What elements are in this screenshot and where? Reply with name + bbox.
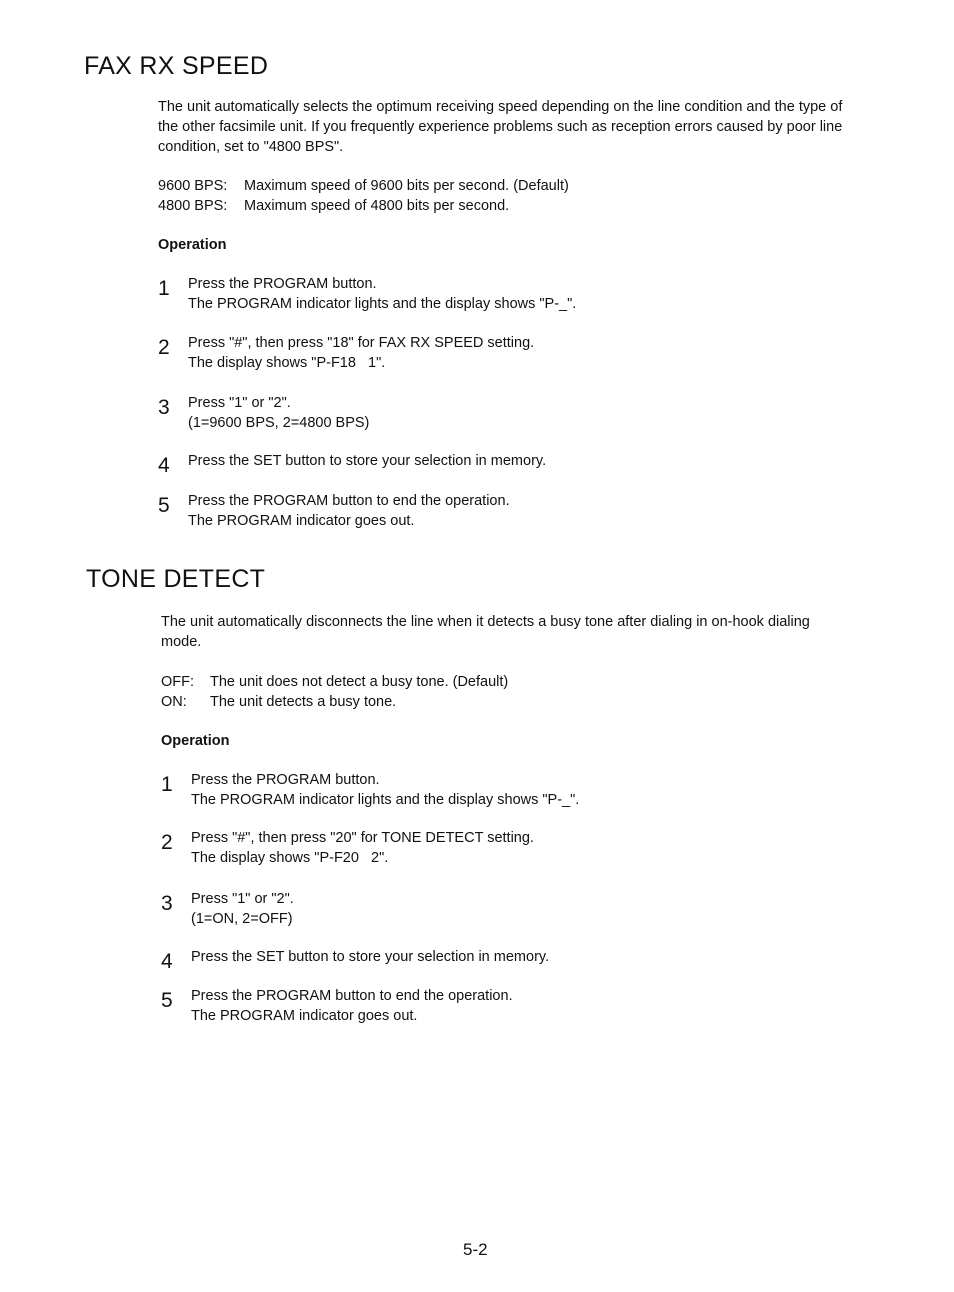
- definition-item: [161, 672, 508, 692]
- step-line: Press "#", then press "18" for FAX RX SPEED setting.: [188, 335, 535, 351]
- step-line: Press the PROGRAM button.: [188, 276, 377, 292]
- step-number: 3: [161, 892, 173, 915]
- step-item: [158, 333, 534, 373]
- step-line: Press the SET button to store your selection in memory.: [188, 453, 547, 469]
- step-item: [158, 393, 369, 433]
- definition-description: Maximum speed of 4800 bits per second.: [244, 198, 510, 214]
- step-line: Press "#", then press "20" for TONE DETECT setting.: [191, 830, 534, 846]
- definition-term: 4800 BPS:: [158, 198, 228, 214]
- step-line: The display shows "P-F20 2".: [191, 850, 389, 866]
- step-line: (1=9600 BPS, 2=4800 BPS): [188, 415, 370, 431]
- definition-description: The unit detects a busy tone.: [210, 694, 397, 710]
- step-number: 4: [158, 454, 170, 477]
- step-item: [161, 770, 579, 810]
- step-line: Press the PROGRAM button to end the operation.: [191, 988, 513, 1004]
- definition-list: [158, 176, 569, 216]
- step-text: [191, 770, 579, 810]
- step-item: [161, 828, 534, 868]
- step-line: Press the SET button to store your selection in memory.: [191, 949, 550, 965]
- step-text: [191, 828, 534, 868]
- definition-item: [158, 196, 569, 216]
- section-title: FAX RX SPEED: [84, 52, 269, 80]
- step-text: [191, 986, 513, 1026]
- step-text: [191, 889, 294, 929]
- step-text: [188, 491, 510, 531]
- operation-heading: Operation: [158, 237, 227, 253]
- definition-item: [161, 692, 508, 712]
- step-item: [161, 889, 294, 929]
- step-text: [188, 333, 534, 373]
- step-item: [158, 491, 510, 531]
- step-line: Press "1" or "2".: [188, 395, 291, 411]
- section-intro: The unit automatically selects the optimum receiving speed depending on the line condition and the type of the other facsimile unit. If you frequently experience problems such as reception errors caused by poor line condition, set to "4800 BPS".: [158, 99, 843, 155]
- step-text: [188, 274, 576, 314]
- step-number: 2: [158, 336, 170, 359]
- page-number: 5-2: [463, 1240, 488, 1259]
- step-line: The PROGRAM indicator lights and the display shows "P-_".: [188, 296, 577, 312]
- definition-description: Maximum speed of 9600 bits per second. (Default): [244, 178, 569, 194]
- definition-description: The unit does not detect a busy tone. (Default): [210, 674, 509, 690]
- step-item: [161, 947, 549, 973]
- step-number: 5: [158, 494, 170, 517]
- step-number: 2: [161, 831, 173, 854]
- step-item: [158, 451, 546, 477]
- step-text: [188, 451, 546, 471]
- step-number: 4: [161, 950, 173, 973]
- step-line: The PROGRAM indicator goes out.: [191, 1008, 418, 1024]
- step-number: 3: [158, 396, 170, 419]
- definition-list: [161, 672, 508, 712]
- step-number: 5: [161, 989, 173, 1012]
- step-item: [158, 274, 576, 314]
- step-text: [191, 947, 549, 967]
- operation-heading: Operation: [161, 733, 230, 749]
- step-number: 1: [161, 773, 173, 796]
- step-line: The display shows "P-F18 1".: [188, 355, 386, 371]
- section-intro: The unit automatically disconnects the line when it detects a busy tone after dialing in on-hook dialing mode.: [161, 614, 810, 650]
- definition-term: ON:: [161, 694, 187, 710]
- step-line: The PROGRAM indicator lights and the display shows "P-_".: [191, 792, 580, 808]
- definition-term: OFF:: [161, 674, 195, 690]
- step-line: The PROGRAM indicator goes out.: [188, 513, 415, 529]
- section-title: TONE DETECT: [86, 565, 266, 593]
- definition-item: [158, 176, 569, 196]
- step-text: [188, 393, 369, 433]
- step-line: Press the PROGRAM button.: [191, 772, 380, 788]
- step-item: [161, 986, 513, 1026]
- definition-term: 9600 BPS:: [158, 178, 228, 194]
- step-line: Press the PROGRAM button to end the operation.: [188, 493, 510, 509]
- step-line: (1=ON, 2=OFF): [191, 911, 293, 927]
- step-line: Press "1" or "2".: [191, 891, 294, 907]
- step-number: 1: [158, 277, 170, 300]
